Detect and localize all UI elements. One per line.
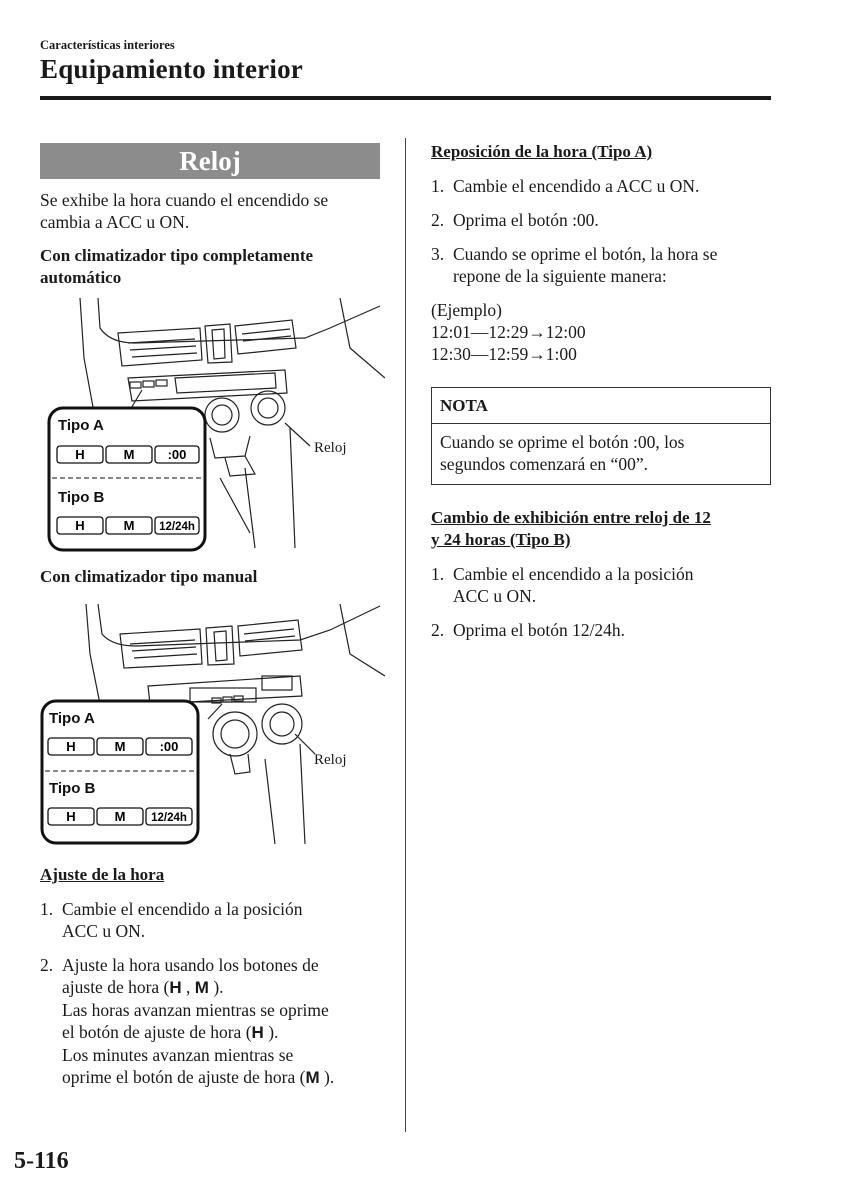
nota-box [431, 387, 771, 485]
list-line: ACC u ON. [62, 921, 146, 941]
list-line: Ajuste la hora usando los botones de [62, 955, 319, 975]
text-fragment: ). [208, 977, 224, 997]
example-line: 12:30—12:59→1:00 [431, 344, 577, 364]
nota-body [440, 431, 685, 475]
text-fragment: ). [263, 1022, 279, 1042]
reloj-banner [40, 143, 380, 179]
list-number: 3. [431, 244, 445, 264]
button-label: M [123, 447, 135, 462]
list-line [62, 1021, 334, 1044]
diagram1-callout: Reloj [314, 440, 347, 456]
m-button-icon: M [305, 1068, 320, 1087]
example-line: (Ejemplo) [431, 300, 502, 320]
list-line: Las horas avanzan mientras se oprime [62, 1000, 329, 1020]
button-label: H [66, 739, 76, 754]
list-number: 2. [40, 955, 54, 975]
list-number: 1. [40, 899, 54, 919]
list-number: 2. [431, 210, 445, 230]
diagram2-tipo-a: Tipo A [49, 710, 95, 727]
diagram2-tipo-b: Tipo B [49, 780, 96, 797]
intro-line: Se exhibe la hora cuando el encendido se [40, 190, 329, 210]
list-line [62, 976, 334, 999]
button-label: 12/24h [151, 812, 187, 824]
h-button-icon: H [251, 1023, 264, 1042]
heading-line: Cambio de exhibición entre reloj de 12 [431, 508, 711, 527]
section-label: Características interiores [40, 38, 175, 52]
button-label: H [75, 518, 85, 533]
list-line: Los minutes avanzan mientras se [62, 1045, 294, 1065]
text-fragment: el botón de ajuste de hora ( [62, 1022, 252, 1042]
list-number: 2. [431, 620, 445, 640]
page-number: 5-116 [14, 1148, 69, 1174]
list-line: repone de la siguiente manera: [453, 266, 667, 286]
intro-line: cambia a ACC u ON. [40, 212, 190, 232]
climate-manual-diagram [40, 604, 385, 849]
subheading-line: Con climatizador tipo completamente [40, 246, 314, 265]
heading-line: y 24 horas (Tipo B) [431, 530, 571, 549]
nota-heading: NOTA [432, 388, 770, 424]
nota-line: segundos comenzará en “00”. [440, 454, 648, 474]
subheading-line: automático [40, 268, 122, 287]
list-line: Oprima el botón 12/24h. [453, 620, 626, 640]
text-fragment: , [181, 977, 195, 997]
list-number: 1. [431, 176, 445, 196]
intro-text [40, 189, 328, 233]
nota-line: Cuando se oprime el botón :00, los [440, 432, 685, 452]
subheading-manual: Con climatizador tipo manual [40, 567, 258, 586]
h-button-icon: H [169, 978, 182, 997]
reloj-banner-text: Reloj [179, 145, 241, 176]
text-fragment: ajuste de hora ( [62, 977, 170, 997]
page-title: Equipamiento interior [40, 54, 303, 84]
text-fragment: oprime el botón de ajuste de hora ( [62, 1067, 306, 1087]
example-block [431, 299, 586, 365]
button-label: 12/24h [159, 521, 195, 533]
cambio-heading [431, 507, 711, 551]
button-label: M [114, 809, 126, 824]
button-label: :00 [167, 447, 187, 462]
button-label: M [114, 739, 126, 754]
m-button-icon: M [194, 978, 209, 997]
diagram1-tipo-b: Tipo B [58, 489, 105, 506]
example-line: 12:01—12:29→12:00 [431, 322, 586, 342]
column-divider [405, 138, 406, 1132]
text-fragment: ). [319, 1067, 335, 1087]
list-line [62, 1066, 334, 1089]
diagram2-callout: Reloj [314, 752, 347, 768]
list-line: Cambie el encendido a la posición [453, 564, 694, 584]
diagram1-tipo-a: Tipo A [58, 417, 104, 434]
list-line: Oprima el botón :00. [453, 210, 599, 230]
button-label: M [123, 518, 135, 533]
list-line: Cambie el encendido a la posición [62, 899, 303, 919]
ajuste-heading: Ajuste de la hora [40, 865, 165, 884]
list-line: Cuando se oprime el botón, la hora se [453, 244, 718, 264]
button-label: H [75, 447, 85, 462]
climate-auto-diagram [40, 298, 385, 558]
list-number: 1. [431, 564, 445, 584]
list-line: ACC u ON. [453, 586, 537, 606]
title-rule [40, 96, 771, 100]
subheading-auto [40, 245, 313, 289]
button-label: H [66, 809, 76, 824]
list-line: Cambie el encendido a ACC u ON. [453, 176, 700, 196]
reposicion-heading: Reposición de la hora (Tipo A) [431, 142, 653, 161]
button-label: :00 [159, 739, 179, 754]
